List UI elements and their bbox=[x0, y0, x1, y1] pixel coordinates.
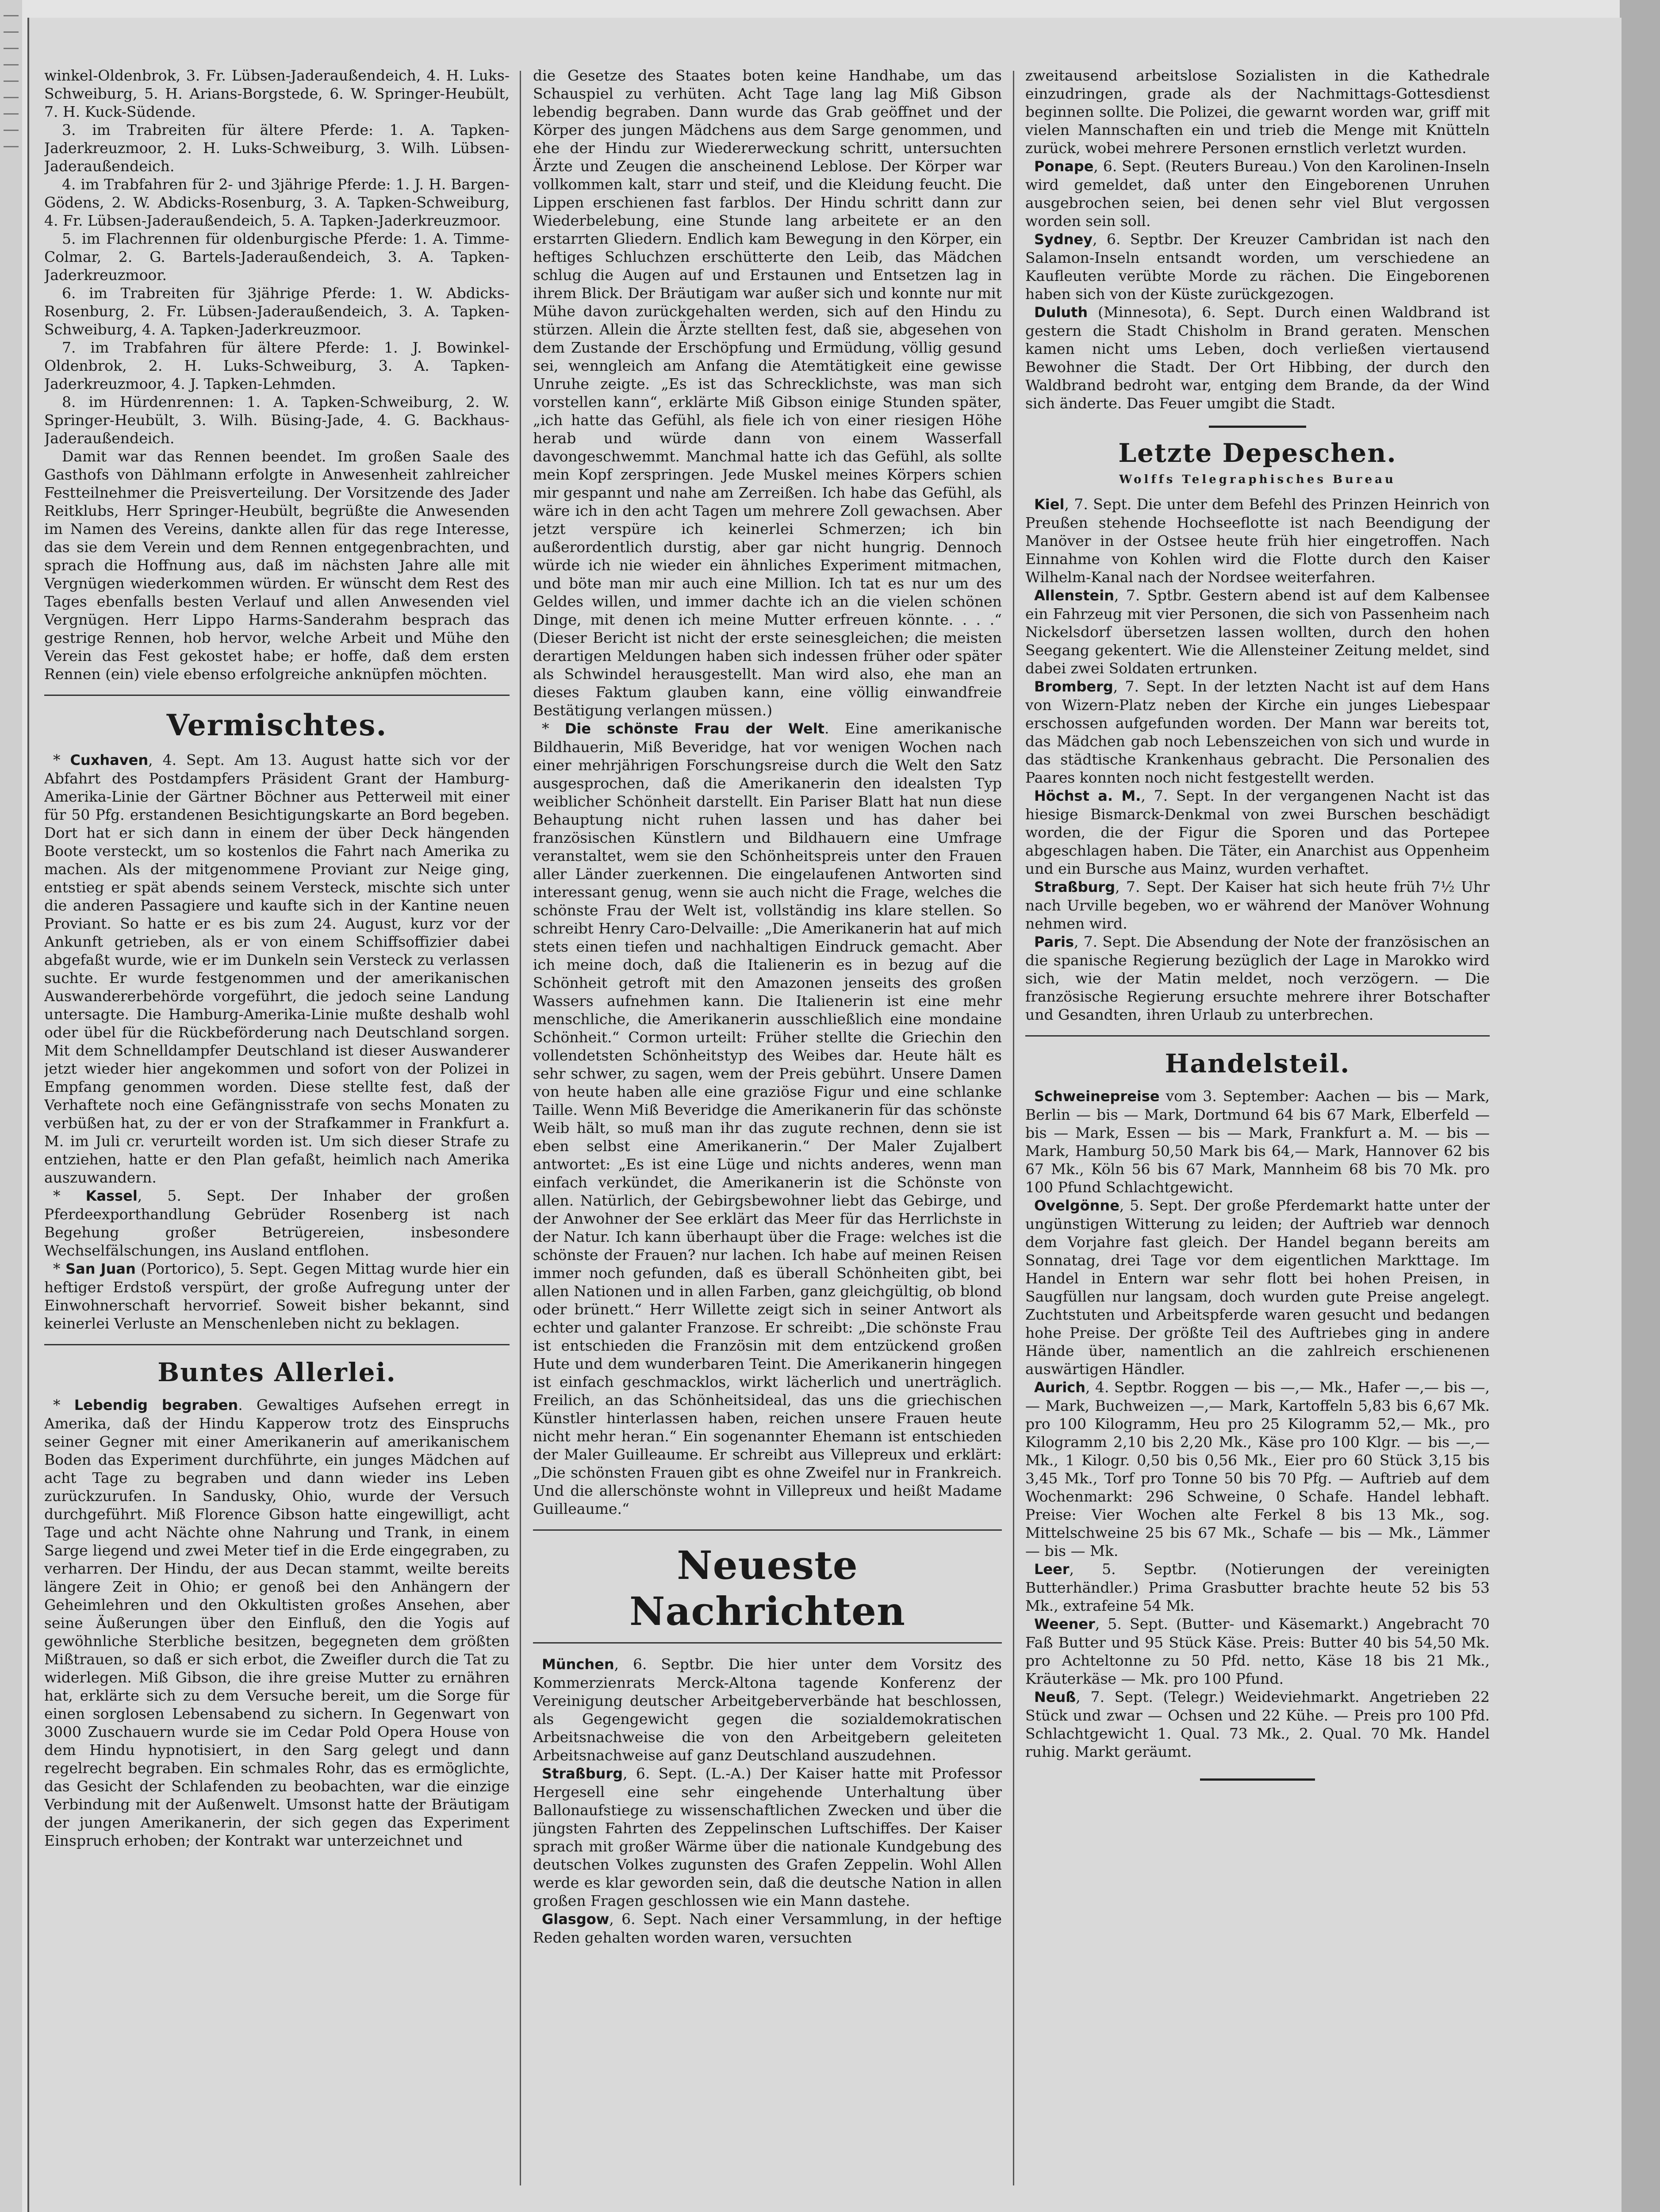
section-divider bbox=[44, 1344, 510, 1345]
dateline: Die schönste Frau der Welt bbox=[564, 720, 824, 737]
column-2 bbox=[533, 66, 1002, 2203]
column-1 bbox=[44, 66, 510, 2190]
section-divider bbox=[1209, 426, 1306, 428]
dateline: Straßburg bbox=[1034, 879, 1116, 895]
end-rule bbox=[1200, 1778, 1315, 1781]
news-glasgow: Glasgow, 6. Sept. Nach einer Versammlung, in der heftige Reden gehalten worden waren, versuchten bbox=[533, 1910, 1002, 1946]
dispatch-hoechst: Höchst a. M., 7. Sept. In der vergangenen Nacht ist das hiesige Bismarck-Denkmal von zwei Burschen beschädigt worden, die der Figur die Sporen und das Portepee abgeschlagen haben. Die Täter, ein Anarchist aus Oppenheim und ein Bursche aus Mainz, wurden verhaftet. bbox=[1025, 787, 1490, 877]
race-result: 4. im Trabfahren für 2- und 3jährige Pferde: 1. J. H. Bargen-Gödens, 2. W. Abdicks-Rosenburg, 3. A. Tapken-Schweiburg, 4. Fr. Lübsen-Jaderaußendeich, 5. A. Tapken-Jaderkreuzmoor. bbox=[44, 176, 510, 229]
dateline: Lebendig begraben bbox=[74, 1397, 238, 1413]
race-result: 6. im Trabreiten für 3jährige Pferde: 1. W. Abdicks-Rosenburg, 2. Fr. Lübsen-Jaderaußendeich, 3. A. Tapken-Schweiburg, 4. A. Tapken-Jaderkreuzmoor. bbox=[44, 284, 510, 338]
race-result: 7. im Trabfahren für ältere Pferde: 1. J. Bowinkel-Oldenbrok, 2. H. Luks-Schweiburg, 3. A. Tapken-Jaderkreuzmoor, 4. J. Tapken-Lehmden. bbox=[44, 339, 510, 392]
dispatch-strassburg: Straßburg, 7. Sept. Der Kaiser hat sich heute früh 7½ Uhr nach Urville begeben, wo er während der Manöver Wohnung nehmen wird. bbox=[1025, 878, 1490, 932]
page-edge-shadow bbox=[1620, 0, 1660, 2212]
dateline: Ponape bbox=[1034, 158, 1094, 175]
news-glasgow-continued: zweitausend arbeitslose Sozialisten in die Kathedrale einzudringen, grade als der Nachmittags-Gottesdienst beginnen sollte. Die Polizei, die gewarnt worden war, griff mit vielen Mannschaften ein und trieb die Menge mit Knütteln zurück, wobei mehrere Personen ernstlich verletzt wurden. bbox=[1025, 67, 1490, 157]
section-divider bbox=[533, 1642, 1002, 1644]
dateline: Bromberg bbox=[1034, 678, 1113, 695]
race-result: 3. im Trabreiten für ältere Pferde: 1. A. Tapken-Jaderkreuzmoor, 2. H. Luks-Schweiburg, 3. Wilh. Lübsen-Jaderaußendeich. bbox=[44, 121, 510, 175]
dateline: Kiel bbox=[1034, 496, 1065, 513]
section-heading-letzte-depeschen: Letzte Depeschen. bbox=[1118, 438, 1397, 468]
column-rule bbox=[520, 71, 521, 2185]
news-ponape: Ponape, 6. Sept. (Reuters Bureau.) Von den Karolinen-Inseln wird gemeldet, daß unter den Eingeborenen Unruhen ausgebrochen seien, bei denen sehr viel Blut vergossen worden sein soll. bbox=[1025, 157, 1490, 230]
column-rule bbox=[1013, 71, 1014, 2185]
dateline: München bbox=[542, 1656, 614, 1673]
dateline: San Juan bbox=[65, 1260, 136, 1277]
dispatch-paris: Paris, 7. Sept. Die Absendung der Note der französischen an die spanische Regierung bezüglich der Lage in Marokko wird sich, wie der Matin meldet, noch verzögern. — Die französische Regierung ersuchte mehrere ihrer Botschafter und Gesandten, ihren Urlaub zu unterbrechen. bbox=[1025, 933, 1490, 1023]
dateline: Höchst a. M. bbox=[1034, 787, 1141, 804]
section-heading-handelsteil: Handelsteil. bbox=[1165, 1048, 1350, 1079]
article-san-juan: * San Juan (Portorico), 5. Sept. Gegen Mittag wurde hier ein heftiger Erdstoß verspürt, der große Aufregung unter der Einwohnerschaft hervorrief. Soweit bisher bekannt, sind keinerlei Verluste an Menschenleben nicht zu beklagen. bbox=[44, 1260, 510, 1332]
article-kassel: * Kassel, 5. Sept. Der Inhaber der großen Pferdeexporthandlung Gebrüder Rosenberg ist nach Begehung großer Betrügereien, insbesondere Wechselfälschungen, ins Ausland entflohen. bbox=[44, 1187, 510, 1259]
dateline: Ovelgönne bbox=[1034, 1197, 1119, 1214]
market-leer: Leer, 5. Septbr. (Notierungen der vereinigten Butterhändler.) Prima Grasbutter brachte heute 52 bis 53 Mk., extrafeine 54 Mk. bbox=[1025, 1560, 1490, 1614]
dateline: Duluth bbox=[1034, 304, 1088, 321]
race-result: 8. im Hürdenrennen: 1. A. Tapken-Schweiburg, 2. W. Springer-Heubült, 3. Wilh. Büsing-Jade, 4. G. Backhaus-Jaderaußendeich. bbox=[44, 393, 510, 447]
article-cuxhaven: * Cuxhaven, 4. Sept. Am 13. August hatte sich vor der Abfahrt des Postdampfers Präsident Grant der Hamburg-Amerika-Linie der Gärtner Böchner aus Petterweil mit einer für 50 Pfg. erstandenen Besichtigungskarte an Bord begeben. Dort hat er sich dann in einem der über Deck hängenden Boote versteckt, um so kostenlos die Fahrt nach Amerika zu machen. Als der mitgenommene Proviant zur Neige ging, entstieg er spät abends seinem Versteck, mischte sich unter die anderen Passagiere und kaufte sich in der Kantine neuen Proviant. So hatte er es bis zum 24. August, kurz vor der Ankunft getrieben, als er von einem Schiffsoffizier dabei abgefaßt wurde, wie er im Dunkeln sein Versteck zu verlassen suchte. Er wurde festgenommen und der amerikanischen Auswandererbehörde vorgeführt, die jedoch seine Landung untersagte. Die Hamburg-Amerika-Linie mußte deshalb wohl oder übel für die Rückbeförderung nach Deutschland sorgen. Mit dem Schnelldampfer Deutschland ist dieser Auswanderer jetzt wieder hier angekommen und sofort von der Polizei in Empfang genommen worden. Diese stellte fest, daß der Verhaftete noch eine Gefängnisstrafe von sechs Monaten zu verbüßen hat, zu der er von der Strafkammer in Frankfurt a. M. im Juli cr. verurteilt worden ist. Um sich dieser Strafe zu entziehen, hatte er den Plan gefaßt, heimlich nach Amerika auszuwandern. bbox=[44, 751, 510, 1186]
dateline: Leer bbox=[1034, 1561, 1070, 1578]
market-ovelgoenne: Ovelgönne, 5. Sept. Der große Pferdemarkt hatte unter der ungünstigen Witterung zu leiden; der Auftrieb war dennoch dem Vorjahre fast gleich. Der Handel begann bereits am Sonnatag, drei Tage vor dem eigentlichen Markttage. Im Handel in Entern war sehr flott bei hohen Preisen, in Saugfüllen nur langsam, doch wurden gute Preise angelegt. Zuchtstuten und Arbeitspferde waren gesucht und bedangen hohe Preise. Der größte Teil des Auftriebes ging in andere Hände über, namentlich an die zahlreich erschienenen auswärtigen Händler. bbox=[1025, 1197, 1490, 1378]
market-aurich: Aurich, 4. Septbr. Roggen — bis —,— Mk., Hafer —,— bis —,— Mark, Buchweizen —,— Mark, Kartoffeln 5,83 bis 6,67 Mk. pro 100 Kilogramm, Heu pro 25 Kilogramm 52,— Mk., pro Kilogramm 2,10 bis 2,20 Mk., Käse pro 100 Klgr. — bis —,— Mk., 1 Kilogr. 0,50 bis 0,56 Mk., Eier pro 60 Stück 3,15 bis 3,45 Mk., Torf pro Tonne 50 bis 70 Pfg. — Auftrieb auf dem Wochenmarkt: 296 Schweine, 0 Schafe. Handel lebhaft. Preise: Vier Wochen alte Ferkel 8 bis 13 Mk., sog. Mittelschweine 25 bis 67 Mk., Schafe — bis — Mk., Lämmer — bis — Mk. bbox=[1025, 1379, 1490, 1559]
section-heading-vermischtes: Vermischtes. bbox=[166, 708, 387, 742]
news-sydney: Sydney, 6. Septbr. Der Kreuzer Cambridan ist nach den Salamon-Inseln entsandt worden, um verschiedene an Kaufleuten verübte Morde zu rächen. Die Eingeborenen haben sich von der Küste zurückgezogen. bbox=[1025, 230, 1490, 303]
section-divider bbox=[1025, 1035, 1490, 1037]
dispatch-bromberg: Bromberg, 7. Sept. In der letzten Nacht ist auf dem Hans von Wizern-Platz neben der Kirche ein junges Liebespaar erschossen aufgefunden worden. Der Mann war bereits tot, das Mädchen gab noch Lebenszeichen von sich und wurde in das städtische Krankenhaus gebracht. Die Personalien des Paares konnten noch nicht festgestellt werden. bbox=[1025, 678, 1490, 786]
section-heading-neueste-nachrichten: Neueste Nachrichten bbox=[629, 1542, 905, 1634]
news-duluth: Duluth (Minnesota), 6. Sept. Durch einen Waldbrand ist gestern die Stadt Chisholm in Brand geraten. Menschen kamen nicht ums Leben, doch verließen viertausend Bewohner die Stadt. Der Ort Hibbing, der durch den Waldbrand bedroht war, entging dem Brande, da der Wind sich änderte. Das Feuer umgibt die Stadt. bbox=[1025, 303, 1490, 412]
dispatch-kiel: Kiel, 7. Sept. Die unter dem Befehl des Prinzen Heinrich von Preußen stehende Hochseeflotte ist nach Beendigung der Manöver in der Ostsee heute früh hier eingetroffen. Nach Einnahme von Kohlen wird die Flotte durch den Kaiser Wilhelm-Kanal nach der Nordsee weiterfahren. bbox=[1025, 495, 1490, 586]
dateline: Cuxhaven bbox=[70, 752, 149, 768]
dateline: Straßburg bbox=[542, 1765, 623, 1782]
race-result: winkel-Oldenbrok, 3. Fr. Lübsen-Jaderaußendeich, 4. H. Luks-Schweiburg, 5. H. Arians-Borgstede, 6. W. Springer-Heubült, 7. H. Kuck-Südende. bbox=[44, 67, 510, 120]
dateline: Kassel bbox=[85, 1187, 138, 1204]
dateline: Aurich bbox=[1034, 1379, 1086, 1396]
column-3 bbox=[1025, 66, 1490, 2115]
dateline: Neuß bbox=[1034, 1689, 1076, 1705]
section-subheading-wolff: Wolffs Telegraphisches Bureau bbox=[1119, 473, 1396, 486]
dateline: Sydney bbox=[1034, 231, 1093, 248]
section-divider bbox=[44, 695, 510, 696]
article-lebendig-begraben-continued: die Gesetze des Staates boten keine Handhabe, um das Schauspiel zu verhüten. Acht Tage lang lag Miß Gibson lebendig begraben. Dann wurde das Grab geöffnet und der Körper des jungen Mädchens aus dem Sarge genommen, und ehe der Hindu zur Wiedererweckung schritt, untersuchten Ärzte und Zeugen die anscheinend Leblose. Der Körper war vollkommen kalt, starr und steif, und die Kleidung feucht. Die Lippen erschienen fast farblos. Der Hindu schritt dann zur Wiederbelebung, eine Stunde lang arbeitete er an den erstarrten Gliedern. Endlich kam Bewegung in den Körper, ein heftiges Schluchzen erschütterte den Leib, das Mädchen schlug die Augen auf und Erstaunen und Entsetzen lag in ihrem Blick. Der Bräutigam war außer sich und konnte nur mit Mühe davon zurückgehalten werden, sich auf den Hindu zu stürzen. Allein die Ärzte stellten fest, daß sie, abgesehen von dem Zustande der Erschöpfung und Ermüdung, völlig gesund sei, wenngleich am Anfang die Atemtätigkeit eine gewisse Unruhe zeigte. „Es ist das Schrecklichste, was man sich vorstellen kann“, erklärte Miß Gibson einige Stunden später, „ich hatte das Gefühl, als fiele ich von einer riesigen Höhe herab und würde dann von einem Wasserfall davongeschwemmt. Manchmal hatte ich das Gefühl, als sollte mein Kopf zerspringen. Jede Muskel meines Körpers schien mir gespannt und nahe am Zerreißen. Ich habe das Gefühl, als wäre ich in den acht Tagen um mehrere Zoll gewachsen. Aber jetzt verspüre ich keinerlei Schmerzen; ich bin außerordentlich durstig, aber gar nicht hungrig. Dennoch würde ich nie wieder ein ähnliches Experiment mitmachen, und böte man mir auch eine Million. Ich tat es nur um des Geldes willen, und immer dachte ich an die vielen schönen Dinge, mit denen ich meine Mutter erfreuen könnte. . . .“ (Dieser Bericht ist nicht der erste seinesgleichen; die meisten derartigen Meldungen haben sich indessen früher oder später als Schwindel herausgestellt. Man wird also, ehe man an dieses Faktum glauben kann, eine völlig einwandfreie Bestätigung verlangen müssen.) bbox=[533, 67, 1002, 719]
article-schoenste-frau: * Die schönste Frau der Welt. Eine amerikanische Bildhauerin, Miß Beveridge, hat vor wenigen Wochen nach einer mehrjährigen Forschungsreise durch die Welt den Satz ausgesprochen, daß die Amerikanerin den idealsten Typ weiblicher Schönheit darstellt. Ein Pariser Blatt hat nun diese Behauptung nicht ruhen lassen und has daher bei französischen Künstlern und Bildhauern eine Umfrage veranstaltet, wem sie den Schönheitspreis unter den Frauen aller Länder zuerkennen. Die eingelaufenen Antworten sind interessant genug, wenn sie auch nicht die Frage, welches die schönste Frau der Welt ist, vollständig ins klare stellen. So schreibt Henry Caro-Delvaille: „Die Amerikanerin hat auf mich stets einen tiefen und nachhaltigen Eindruck gemacht. Aber ich meine doch, daß die Italienerin es in bezug auf die Schönheit getroft mit den Amazonen jenseits des großen Wassers aufnehmen kann. Die Italienerin ist eine mehr menschliche, die Amerikanerin ausschließlich eine mondaine Schönheit.“ Cormon urteilt: Früher stellte die Griechin den vollendetsten Schönheitstyp des Weibes dar. Heute hält es sehr schwer, zu sagen, wem der Preis gebührt. Unsere Damen von heute haben alle eine graziöse Figur und eine schlanke Taille. Wenn Miß Beveridge die Amerikanerin für das schönste Weib hält, so muß man ihr das zugute rechnen, denn sie ist eben selbst eine Amerikanerin.“ Der Maler Zujalbert antwortet: „Es ist eine Lüge und nichts anderes, wenn man einfach verkündet, die Amerikanerin ist die Schönste von allen. Natürlich, der Gebirgsbewohner liebt das Gebirge, und der Anwohner der See erklärt das Meer für das Herrlichste in der Natur. Ich kann überhaupt über die Frage: welches ist die schönste der Frauen? nur lachen. Ich habe auf meinen Reisen immer noch gefunden, daß es überall Schönheiten gibt, bei allen Nationen und in allen Farben, ganz gleichgültig, ob blond oder brünett.“ Herr Willette zeigt sich in seiner Antwort als echter und galanter Franzose. Er schreibt: „Die schönste Frau ist entschieden die Französin mit dem entzückend großen Hute und dem wunderbaren Teint. Die Amerikanerin hingegen ist einfach geschmacklos, wirkt lächerlich und unerträglich. Freilich, an das Schönheitsideal, das uns die griechischen Künstler hinterlassen haben, reichen unsere Frauen heute nicht mehr heran.“ Ein sogenannter Ehemann ist entschieden der Maler Guilleaume. Er schreibt aus Villepreux und erklärt: „Die schönsten Frauen gibt es ohne Zweifel nur in Frankreich. Und die allerschönste wohnt in Villepreux und heißt Madame Guilleaume.“ bbox=[533, 720, 1002, 1517]
adjacent-page-strip bbox=[0, 0, 22, 2212]
dateline: Schweinepreise bbox=[1034, 1088, 1160, 1105]
market-schweinepreise: Schweinepreise vom 3. September: Aachen — bis — Mark, Berlin — bis — Mark, Dortmund 64 bis 67 Mark, Elberfeld — bis — Mark, Essen — bis — Mark, Frankfurt a. M. — bis — Mark, Hamburg 50,50 Mark bis 64,— Mark, Hannover 62 bis 67 Mk., Köln 56 bis 67 Mark, Mannheim 68 bis 70 Mk. pro 100 Pfund Schlachtgewicht. bbox=[1025, 1087, 1490, 1196]
article-lebendig-begraben: * Lebendig begraben. Gewaltiges Aufsehen erregt in Amerika, daß der Hindu Kapperow trotz des Einspruchs seiner Gegner mit einer Amerikanerin auf amerikanischem Boden das Experiment durchführte, ein junges Mädchen auf acht Tage zu begraben und dann wieder ins Leben zurückzurufen. In Sandusky, Ohio, wurde der Versuch durchgeführt. Miß Florence Gibson hatte eingewilligt, acht Tage und acht Nächte ohne Nahrung und Trank, in einem Sarge liegend und zwei Meter tief in die Erde eingegraben, zu verharren. Der Hindu, der aus Decan stammt, weilte bereits längere Zeit in Ohio; er genoß bei den Anhängern der Geheimlehren und den Okkultisten großes Ansehen, aber seine Äußerungen über den Einfluß, den die Yogis auf gewöhnliche Sterbliche besitzen, begegneten dem größten Mißtrauen, so daß er sich erbot, die Zweifler durch die Tat zu widerlegen. Miß Gibson, die ihre greise Mutter zu ernähren hat, erklärte sich zu dem Versuche bereit, um die Sorge für einen sorglosen Lebensabend zu sichern. In Gegenwart von 3000 Zuschauern wurde sie im Cedar Pold Opera House von dem Hindu hypnotisiert, in den Sarg gelegt und dann regelrecht begraben. Ein schmales Rohr, das es ermöglichte, das Gesicht der Schlafenden zu beobachten, war die einzige Verbindung mit der Außenwelt. Umsonst hatte der Bräutigam der jungen Amerikanerin, der sich gegen das Experiment Einspruch erhoben; der Kontrakt war unterzeichnet und bbox=[44, 1396, 510, 1849]
news-muenchen: München, 6. Septbr. Die hier unter dem Vorsitz des Kommerzienrats Merck-Altona tagende Konferenz der Vereinigung deutscher Arbeitgeberverbände hat beschlossen, als Gegengewicht gegen die sozialdemokratischen Arbeitsnachweise die von den Arbeitgebern geleiteten Arbeitsnachweise auf ganz Deutschland auszudehnen. bbox=[533, 1655, 1002, 1764]
dateline: Weener bbox=[1034, 1616, 1095, 1632]
section-heading-buntes-allerlei: Buntes Allerlei. bbox=[157, 1357, 396, 1387]
dispatch-allenstein: Allenstein, 7. Sptbr. Gestern abend ist auf dem Kalbensee ein Fahrzeug mit vier Personen, die sich von Passenheim nach Nickelsdorf übersetzen lassen wollten, durch den hohen Seegang gekentert. Wie die Allensteiner Zeitung meldet, sind dabei zwei Soldaten ertrunken. bbox=[1025, 587, 1490, 677]
section-divider bbox=[533, 1529, 1002, 1531]
market-neuss: Neuß, 7. Sept. (Telegr.) Weideviehmarkt. Angetrieben 22 Stück und zwar — Ochsen und 22 Kühe. — Preis pro 100 Pfd. Schlachtgewicht 1. Qual. 73 Mk., 2. Qual. 70 Mk. Handel ruhig. Markt geräumt. bbox=[1025, 1688, 1490, 1760]
dateline: Glasgow bbox=[542, 1911, 610, 1928]
market-weener: Weener, 5. Sept. (Butter- und Käsemarkt.) Angebracht 70 Faß Butter und 95 Stück Käse. Preis: Butter 40 bis 54,50 Mk. pro Achteltonne zu 50 Pfd. netto, Käse 18 bis 21 Mk., Kräuterkäse — Mk. pro 100 Pfund. bbox=[1025, 1615, 1490, 1687]
dateline: Paris bbox=[1034, 933, 1074, 950]
race-result: 5. im Flachrennen für oldenburgische Pferde: 1. A. Timme-Colmar, 2. G. Bartels-Jaderaußendeich, 3. A. Tapken-Jaderkreuzmoor. bbox=[44, 230, 510, 284]
news-strassburg: Straßburg, 6. Sept. (L.-A.) Der Kaiser hatte mit Professor Hergesell eine sehr eingehende Unterhaltung über Ballonaufstiege zu wissenschaftlichen Zwecken und über die jüngsten Fahrten des Zeppelinschen Luftschiffes. Der Kaiser sprach mit großer Wärme über die nationale Kundgebung des deutschen Volkes zugunsten des Grafen Zeppelin. Wohl Allen werde es klar geworden sein, daß die deutsche Nation in allen großen Fragen geschlossen wie ein Mann dastehe. bbox=[533, 1765, 1002, 1909]
race-closing-paragraph: Damit war das Rennen beendet. Im großen Saale des Gasthofs von Dählmann erfolgte in Anwesenheit zahlreicher Festteilnehmer die Preisverteilung. Der Vorsitzende des Jader Reitklubs, Herr Springer-Heubült, begrüßte die Anwesenden im Namen des Vereins, dankte allen für das rege Interesse, das sie dem Verein und dem Rennen entgegenbrachten, und sprach die Hoffnung aus, daß im nächsten Jahre alle mit Vergnügen wiederkommen würden. Er wünscht dem Rest des Tages ebenfalls besten Verlauf und allen Anwesenden viel Vergnügen. Herr Lippo Harms-Sanderahm besprach das gestrige Rennen, hob hervor, welche Arbeit und Mühe den Verein das Fest gekostet habe; er hoffe, daß dem ersten Rennen (ein) viele ebenso erfolgreiche anknüpfen möchten. bbox=[44, 448, 510, 683]
dateline: Allenstein bbox=[1034, 587, 1114, 604]
